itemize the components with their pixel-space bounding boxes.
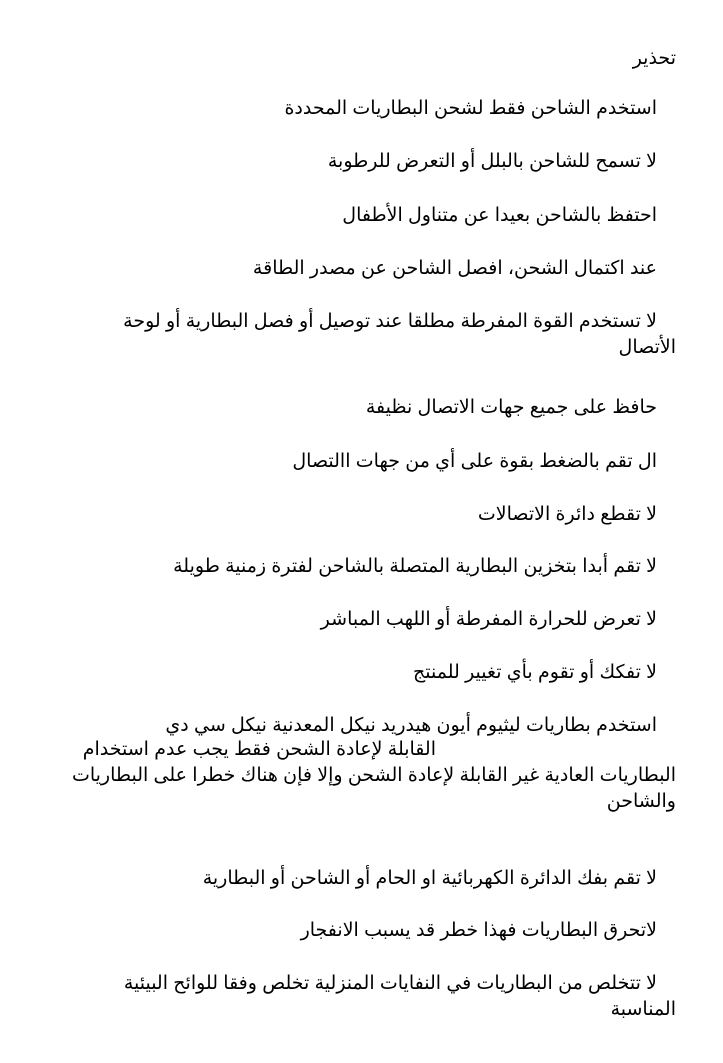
warning-item-text: حافظ على جميع جهات الاتصال نظيفة <box>365 397 657 418</box>
warning-item <box>366 395 676 421</box>
warning-item-battery-types <box>66 713 676 815</box>
warning-item-text: لا تقم بفك الدائرة الكهربائية او الحام أو الشاحن أو البطارية <box>202 868 657 889</box>
warning-item-text: لا تسمح للشاحن بالبلل أو التعرض للرطوبة <box>327 151 657 172</box>
warning-item <box>203 866 676 892</box>
warning-item <box>253 256 676 282</box>
warning-item <box>342 203 676 229</box>
warning-item <box>321 607 676 633</box>
warning-item-text: احتفظ بالشاحن بعيدا عن متناول الأطفال <box>342 205 657 226</box>
warning-item-text: لاتحرق البطاريات فهذا خطر قد يسبب الانفجار <box>300 920 657 941</box>
warning-item-rest: البطاريات العادية غير القابلة لإعادة الشحن وإلا فإن هناك خطرا على البطاريات والشاحن <box>71 765 676 812</box>
warning-item <box>292 449 676 475</box>
warning-item <box>478 502 676 528</box>
warning-item-text: لا تستخدم القوة المفرطة مطلقا عند توصيل أو فصل البطارية أو لوحة الأتصال <box>123 311 676 358</box>
warning-item <box>328 149 676 175</box>
warning-item-text: لا تتخلص من البطاريات في النفايات المنزلية تخلص وفقا للوائح البيئية المناسبة <box>123 973 676 1020</box>
warning-item-line1: استخدم بطاريات ليثيوم أيون هيدريد نيكل المعدنية نيكل سي دي <box>165 715 657 736</box>
warning-item-line2: القابلة لإعادة الشحن فقط يجب عدم استخدام <box>82 739 436 760</box>
document-title: تحذير <box>632 48 676 69</box>
warning-item-text: استخدم الشاحن فقط لشحن البطاريات المحددة <box>284 98 657 119</box>
warning-item <box>56 971 676 1023</box>
warning-item <box>284 96 676 122</box>
warning-item-text: عند اكتمال الشحن، افصل الشاحن عن مصدر الطاقة <box>252 258 657 279</box>
warning-item <box>413 660 676 686</box>
warning-item-text: ال تقم بالضغط بقوة على أي من جهات االتصال <box>292 451 657 472</box>
warning-item-text: لا تفكك أو تقوم بأي تغيير للمنتج <box>413 662 657 683</box>
warning-item <box>301 918 676 944</box>
warning-item-text: لا تقطع دائرة الاتصالات <box>477 504 657 525</box>
warning-item-text: لا تعرض للحرارة المفرطة أو اللهب المباشر <box>320 609 657 630</box>
warning-item-text: لا تقم أبدا بتخزين البطارية المتصلة بالشاحن لفترة زمنية طويلة <box>173 556 657 577</box>
warning-item <box>173 554 676 580</box>
warning-item <box>76 309 676 361</box>
